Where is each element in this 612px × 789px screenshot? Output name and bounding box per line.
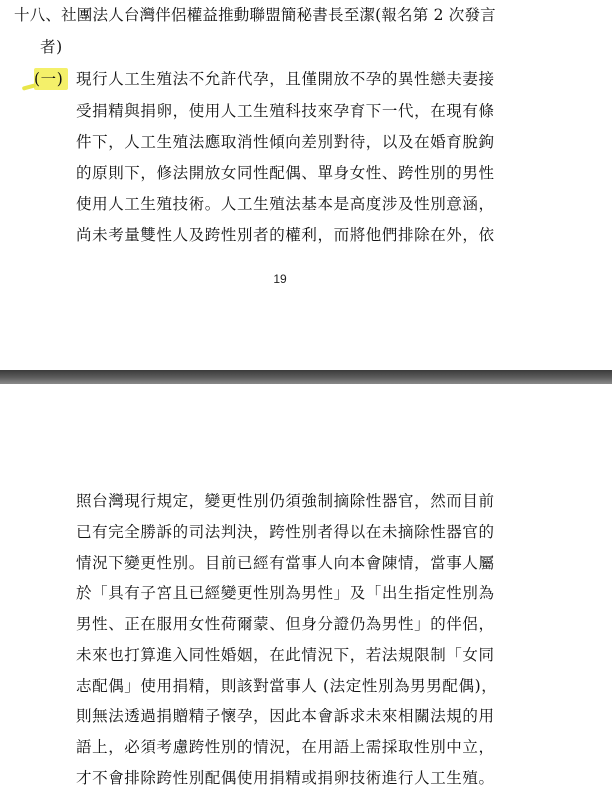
paragraph-line: 現行人工生殖法不允許代孕，且僅開放不孕的異性戀夫妻接 [76, 70, 495, 88]
section-heading-continued: 者) [40, 38, 63, 56]
paragraph-line: 則無法透過捐贈精子懷孕，因此本會訴求未來相關法規的用 [76, 707, 495, 725]
page-separator [0, 370, 612, 384]
paragraph-line: 志配偶」使用捐精，則該對當事人 (法定性別為男男配偶)， [76, 677, 498, 695]
document-page-bottom [0, 384, 612, 789]
paragraph-line: 未來也打算進入同性婚姻，在此情況下，若法規限制「女同 [76, 646, 495, 664]
page-number: 19 [273, 272, 287, 286]
paragraph-line: 語上，必須考慮跨性別的情況，在用語上需採取性別中立， [76, 738, 495, 756]
item-enumerator: (一) [34, 70, 64, 88]
paragraph-line: 男性、正在服用女性荷爾蒙、但身分證仍為男性」的伴侶， [76, 615, 495, 633]
paragraph-line: 尚未考量雙性人及跨性別者的權利，而將他們排除在外，依 [76, 226, 495, 244]
paragraph-line: 受捐精與捐卵，使用人工生殖科技來孕育下一代，在現有條 [76, 102, 495, 120]
document-page-top [0, 0, 612, 370]
paragraph-line: 於「具有子宮且已經變更性別為男性」及「出生指定性別為 [76, 584, 495, 602]
section-heading: 十八、社團法人台灣伴侶權益推動聯盟簡秘書長至潔(報名第 2 次發言 [14, 6, 496, 24]
paragraph-line: 才不會排除跨性別配偶使用捐精或捐卵技術進行人工生殖。 [76, 769, 495, 787]
paragraph-line: 的原則下，修法開放女同性配偶、單身女性、跨性別的男性 [76, 164, 495, 182]
paragraph-line: 情況下變更性別。目前已經有當事人向本會陳情，當事人屬 [76, 554, 495, 572]
paragraph-line: 使用人工生殖技術。人工生殖法基本是高度涉及性別意涵， [76, 195, 495, 213]
paragraph-line: 已有完全勝訴的司法判決，跨性別者得以在未摘除性器官的 [76, 523, 495, 541]
paragraph-line: 照台灣現行規定，變更性別仍須強制摘除性器官，然而目前 [76, 492, 495, 510]
paragraph-line: 件下，人工生殖法應取消性傾向差別對待，以及在婚育脫鉤 [76, 133, 495, 151]
